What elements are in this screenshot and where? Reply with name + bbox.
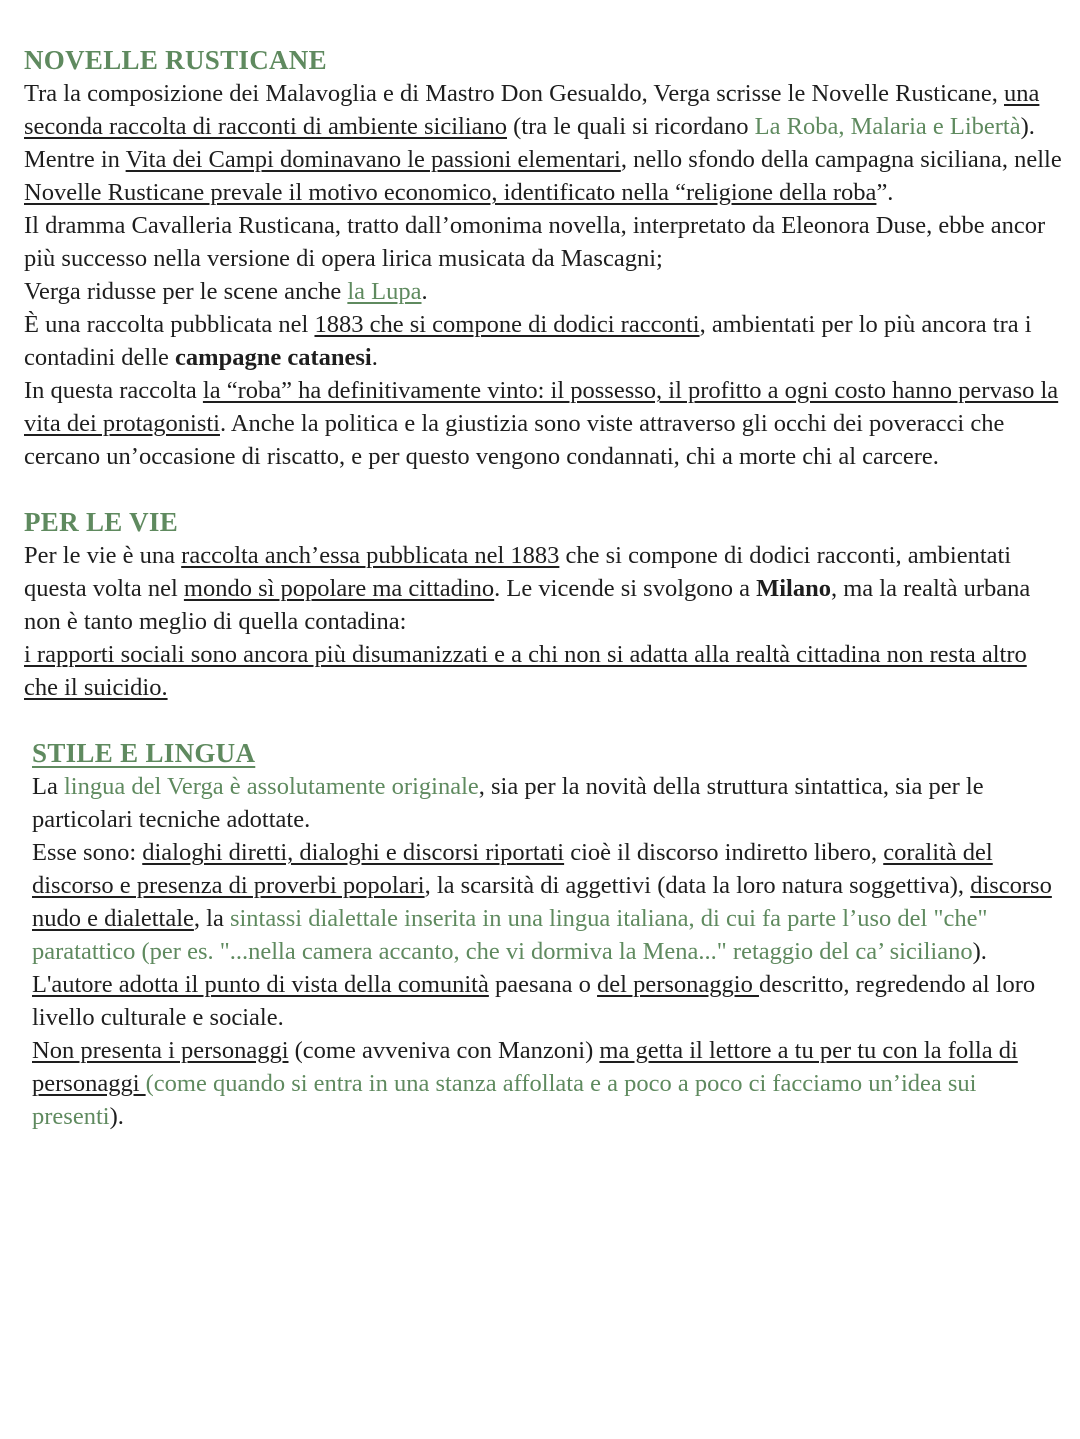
paragraph: [24, 308, 1064, 374]
section-body: [24, 77, 1064, 473]
text-span: .: [421, 278, 428, 305]
bold-text: Milano: [756, 575, 831, 602]
text-span: descritto, regredendo al loro livello culturale e sociale.: [32, 971, 1036, 1031]
text-span: Esse sono:: [32, 839, 143, 866]
underlined-text: Vita dei Campi dominavano le passioni elementari: [125, 146, 621, 173]
text-span: . Le vicende si svolgono a: [494, 575, 757, 602]
section-title-stile-e-lingua: STILE E LINGUA: [32, 738, 256, 768]
text-span: È una raccolta pubblicata nel: [24, 311, 315, 338]
section-per-le-vie: [24, 506, 1064, 704]
section-stile-e-lingua: [24, 737, 1064, 1133]
highlighted-text: sintassi dialettale inserita in una lingua italiana, di cui fa parte l’uso del "che" paratattico (per es. "...nella camera accanto, che vi dormiva la Mena..." retaggio del ca’ siciliano: [32, 905, 988, 965]
bold-text: campagne catanesi: [175, 344, 372, 371]
highlighted-text: (come quando si entra in una stanza affollata e a poco a poco ci facciamo un’idea sui presenti: [32, 1070, 977, 1130]
spacer: [24, 704, 1064, 737]
notes-page: [24, 44, 1064, 1133]
paragraph: [32, 968, 1064, 1034]
text-span: che si compone di dodici racconti, ambientati questa volta nel: [24, 542, 1012, 602]
underlined-text: una seconda raccolta di racconti di ambiente siciliano: [24, 80, 1040, 140]
text-span: . Anche la politica e la giustizia sono viste attraverso gli occhi dei poveracci che cercano un’occasione di riscatto, e per questo vengono condannati, chi a morte chi al carcere.: [24, 410, 1005, 470]
underlined-text: la “roba” ha definitivamente vinto: il possesso, il profitto a ogni costo hanno pervaso la vita dei protagonisti: [24, 377, 1059, 437]
highlighted-text: la Lupa: [347, 278, 422, 305]
text-span: (tra le quali si ricordano: [507, 113, 755, 140]
underlined-text: discorso nudo e dialettale: [32, 872, 1052, 932]
paragraph: [32, 836, 1064, 968]
section-body: [32, 770, 1064, 1133]
text-span: cioè il discorso indiretto libero,: [564, 839, 884, 866]
underlined-text: dialoghi diretti, dialoghi e discorsi riportati: [142, 839, 565, 866]
text-span: (come avveniva con Manzoni): [288, 1037, 600, 1064]
text-span: , nello sfondo della campagna siciliana, nelle: [620, 146, 1062, 173]
underlined-text: coralità del discorso e presenza di proverbi popolari: [32, 839, 993, 899]
paragraph: [32, 1034, 1064, 1133]
section-title-novelle-rusticane: NOVELLE RUSTICANE: [24, 45, 327, 75]
text-span: La: [32, 773, 64, 800]
underlined-text: L'autore adotta il punto di vista della comunità: [32, 971, 489, 998]
section-novelle-rusticane: [24, 44, 1064, 473]
underlined-text: 1883 che si compone di dodici racconti: [314, 311, 700, 338]
paragraph: Il dramma Cavalleria Rusticana, tratto dall’omonima novella, interpretato da Eleonora Duse, ebbe ancor più successo nella versione di opera lirica musicata da Mascagni;: [24, 212, 1046, 272]
text-span: Mentre in: [24, 146, 126, 173]
underlined-text: del personaggio: [597, 971, 759, 998]
text-span: , la: [193, 905, 230, 932]
section-title-per-le-vie: PER LE VIE: [24, 507, 179, 537]
text-span: ).: [109, 1103, 124, 1130]
text-span: , ma la realtà urbana non è tanto meglio di quella contadina:: [24, 575, 1031, 635]
paragraph: [24, 539, 1064, 638]
text-span: , la scarsità di aggettivi (data la loro natura soggettiva),: [424, 872, 971, 899]
text-span: ).: [972, 938, 987, 965]
highlighted-text: lingua del Verga è assolutamente originale: [63, 773, 479, 800]
section-body: [24, 539, 1064, 704]
text-span: Tra la composizione dei Malavoglia e di Mastro Don Gesualdo, Verga scrisse le Novelle Rusticane,: [24, 80, 1005, 107]
text-span: paesana o: [488, 971, 598, 998]
text-span: In questa raccolta: [24, 377, 203, 404]
text-span: ).: [1020, 113, 1035, 140]
text-span: ”.: [876, 179, 894, 206]
underlined-text: ma getta il lettore a tu per tu con la folla di personaggi: [32, 1037, 1018, 1097]
paragraph: [24, 374, 1064, 473]
spacer: [24, 473, 1064, 506]
paragraph: [24, 275, 1064, 308]
text-span: , ambientati per lo più ancora tra i contadini delle: [24, 311, 1032, 371]
underlined-text: mondo sì popolare ma cittadino: [183, 575, 495, 602]
underlined-text: Novelle Rusticane prevale il motivo economico, identificato nella “religione della roba: [24, 179, 877, 206]
highlighted-text: La Roba, Malaria e Libertà: [754, 113, 1021, 140]
paragraph: [24, 143, 1064, 209]
paragraph: [24, 77, 1064, 143]
text-span: Per le vie è una: [24, 542, 182, 569]
text-span: .: [371, 344, 378, 371]
paragraph: [32, 770, 1064, 836]
paragraph: i rapporti sociali sono ancora più disumanizzati e a chi non si adatta alla realtà cittadina non resta altro che il suicidio.: [24, 641, 1027, 701]
text-span: Verga ridusse per le scene anche: [24, 278, 348, 305]
text-span: , sia per la novità della struttura sintattica, sia per le particolari tecniche adottate.: [32, 773, 984, 833]
underlined-text: raccolta anch’essa pubblicata nel 1883: [181, 542, 560, 569]
underlined-text: Non presenta i personaggi: [32, 1037, 289, 1064]
